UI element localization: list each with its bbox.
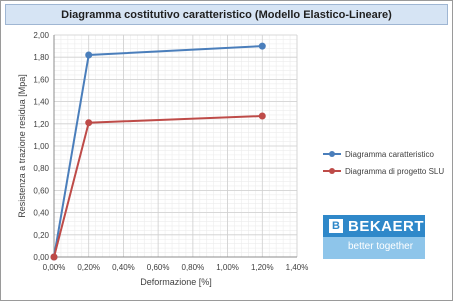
bekaert-logo bbox=[323, 215, 425, 259]
x-axis-label: Deformazione [%] bbox=[140, 277, 212, 287]
x-tick-label: 0,80% bbox=[181, 263, 205, 272]
major-gridlines bbox=[54, 35, 297, 257]
logo-name: BEKAERT bbox=[348, 217, 425, 235]
y-tick-label: 1,60 bbox=[33, 75, 49, 85]
x-tick-label: 0,60% bbox=[146, 263, 170, 272]
legend-label-2: Diagramma di progetto SLU bbox=[345, 167, 445, 176]
x-tick-label: 1,40% bbox=[285, 263, 309, 272]
legend-marker-2 bbox=[329, 168, 335, 174]
logo-header bbox=[323, 215, 425, 237]
logo-tagline-bar bbox=[323, 237, 425, 259]
series-point-1 bbox=[86, 52, 92, 58]
legend-marker-1 bbox=[329, 151, 335, 157]
y-tick-label: 0,40 bbox=[33, 208, 49, 218]
series-point-1 bbox=[259, 43, 265, 49]
chart-title: Diagramma costitutivo caratteristico (Modello Elastico-Lineare) bbox=[61, 8, 392, 21]
series-point-2 bbox=[86, 120, 92, 126]
x-tick-label: 1,00% bbox=[216, 263, 239, 272]
y-tick-label: 1,40 bbox=[33, 97, 49, 107]
legend-label-1: Diagramma caratteristico bbox=[345, 150, 434, 159]
x-tick-label: 0,40% bbox=[112, 263, 135, 272]
y-tick-label: 1,20 bbox=[33, 119, 49, 129]
y-tick-label: 0,00 bbox=[33, 253, 49, 262]
y-tick-label: 0,60 bbox=[33, 186, 49, 196]
series-point-2 bbox=[51, 254, 57, 260]
x-tick-label: 0,00% bbox=[42, 263, 66, 272]
logo-tagline: better together bbox=[348, 241, 414, 252]
y-axis-label: Resistenza a trazione residua [Mpa] bbox=[17, 74, 27, 218]
y-tick-label: 1,00 bbox=[33, 142, 49, 151]
y-tick-label: 2,00 bbox=[33, 31, 49, 40]
series-point-2 bbox=[259, 113, 265, 119]
y-tick-label: 1,80 bbox=[33, 53, 49, 63]
y-tick-label: 0,80 bbox=[33, 164, 49, 174]
bekaert-mark-icon: B bbox=[329, 219, 343, 233]
y-tick-label: 0,20 bbox=[33, 230, 49, 240]
legend bbox=[323, 150, 444, 176]
x-tick-label: 1,20% bbox=[250, 263, 274, 272]
x-tick-label: 0,20% bbox=[77, 263, 101, 272]
